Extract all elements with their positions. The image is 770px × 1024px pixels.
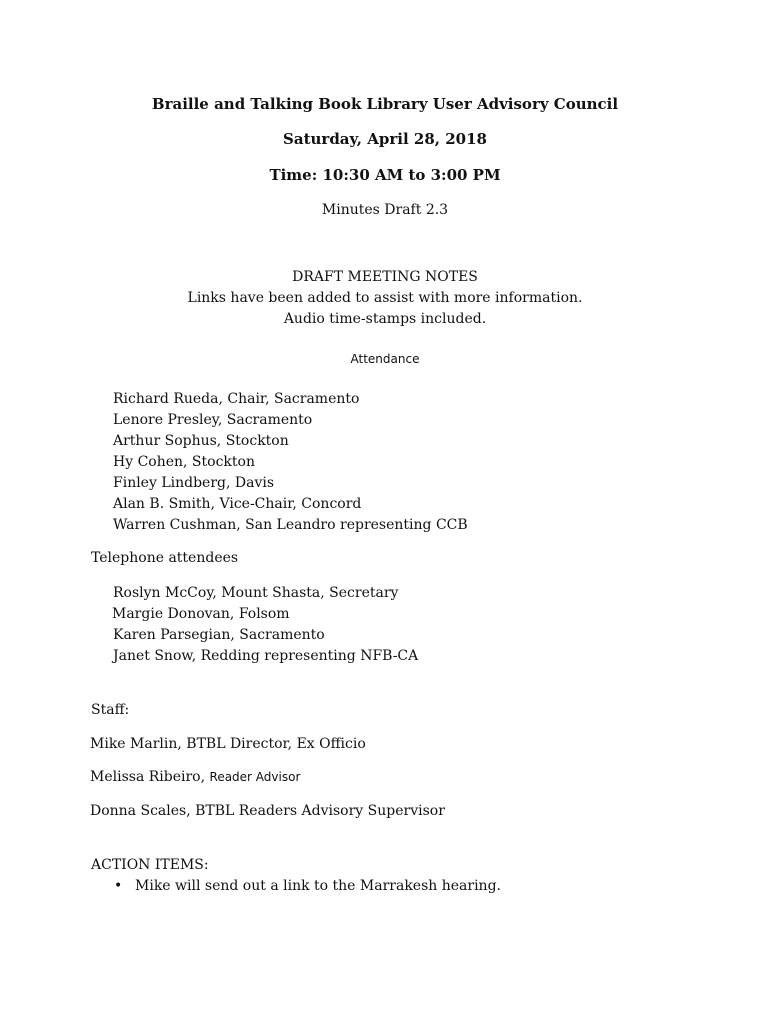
telephone-heading: Telephone attendees [91,550,239,566]
staff-advisor-role: Reader Advisor [209,770,301,784]
meeting-date: Saturday, April 28, 2018 [283,130,487,148]
list-item: Finley Lindberg, Davis [113,475,275,491]
list-item: Karen Parsegian, Sacramento [113,627,325,643]
staff-advisor-name: Melissa Ribeiro, [90,769,210,785]
staff-supervisor: Donna Scales, BTBL Readers Advisory Supervisor [90,803,445,819]
list-item: Janet Snow, Redding representing NFB-CA [113,648,419,664]
staff-heading: Staff: [91,702,130,718]
list-item: Richard Rueda, Chair, Sacramento [113,391,360,407]
notes-line-audio: Audio time-stamps included. [283,311,487,327]
list-item: Lenore Presley, Sacramento [113,412,313,428]
list-item: Roslyn McCoy, Mount Shasta, Secretary [113,585,399,601]
list-item: Hy Cohen, Stockton [113,454,255,470]
notes-heading: DRAFT MEETING NOTES [292,269,478,285]
list-item: Alan B. Smith, Vice-Chair, Concord [113,496,362,512]
list-item: Mike will send out a link to the Marrakesh hearing. [135,878,501,894]
notes-line-links: Links have been added to assist with more information. [187,290,583,306]
staff-director: Mike Marlin, BTBL Director, Ex Officio [90,736,366,752]
list-item: Arthur Sophus, Stockton [113,433,289,449]
document-title: Braille and Talking Book Library User Advisory Council [151,95,619,113]
staff-advisor [90,768,300,786]
action-items-heading: ACTION ITEMS: [91,857,209,873]
draft-version: Minutes Draft 2.3 [321,202,449,218]
bullet-icon: • [114,878,123,894]
list-item: Margie Donovan, Folsom [112,606,290,622]
list-item: Warren Cushman, San Leandro representing CCB [113,517,468,533]
attendance-heading: Attendance [350,352,420,366]
meeting-time: Time: 10:30 AM to 3:00 PM [269,166,501,184]
